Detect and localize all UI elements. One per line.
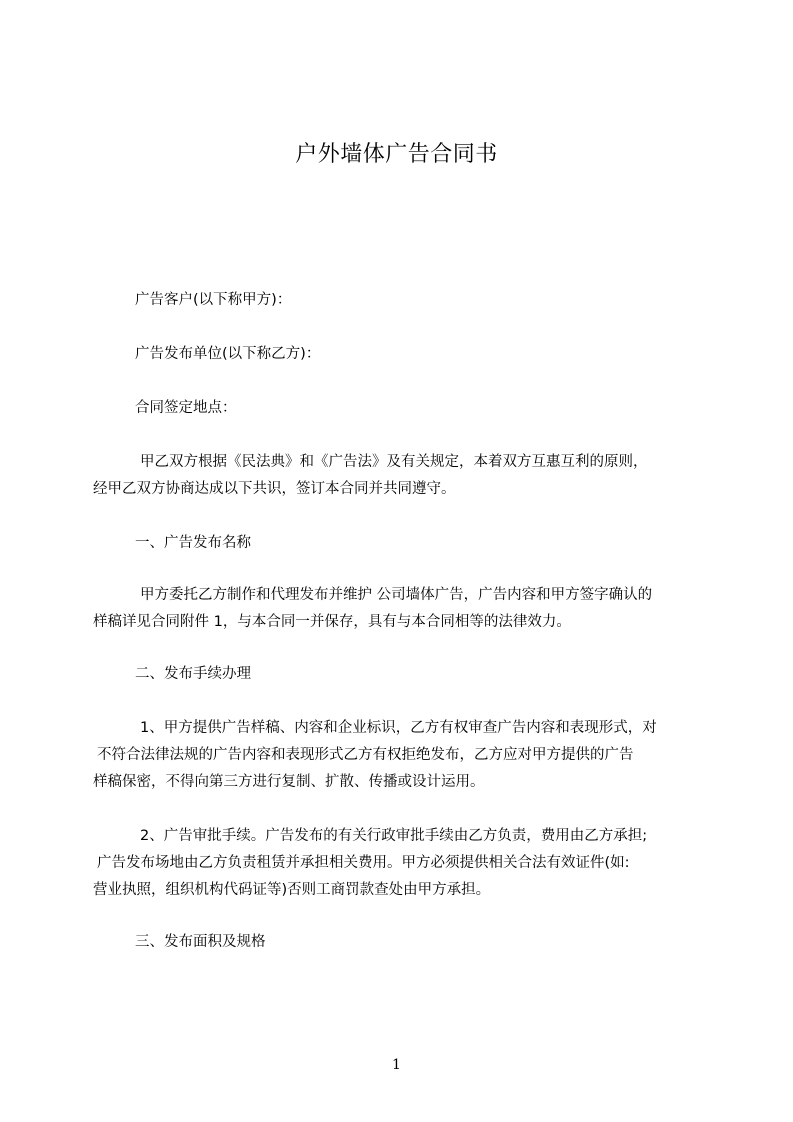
paragraph-line: 广告发布场地由乙方负责租赁并承担相关费用。甲方必须提供相关合法有效证件(如: (97, 855, 630, 871)
party-b-field: 广告发布单位(以下称乙方)： (135, 346, 321, 362)
paragraph-line: 样稿保密，不得向第三方进行复制、扩散、传播或设计运用。 (93, 774, 485, 790)
document-title: 户外墙体广告合同书 (295, 142, 498, 167)
paragraph-line: 甲方委托乙方制作和代理发布并维护 公司墙体广告，广告内容和甲方签字确认的 (140, 587, 653, 603)
party-a-field: 广告客户(以下称甲方)： (135, 292, 292, 308)
paragraph-line: 不符合法律法规的广告内容和表现形式乙方有权拒绝发布，乙方应对甲方提供的广告 (97, 747, 634, 763)
paragraph-line: 营业执照，组织机构代码证等)否则工商罚款查处由甲方承担。 (93, 882, 491, 898)
paragraph-line: 样稿详见合同附件 1，与本合同一并保存，具有与本合同相等的法律效力。 (93, 614, 571, 630)
intro-line: 甲乙双方根据《民法典》和《广告法》及有关规定，本着双方互惠互利的原则， (140, 454, 648, 470)
sign-place-field: 合同签定地点： (135, 400, 237, 416)
paragraph-line: 2、广告审批手续。广告发布的有关行政审批手续由乙方负责，费用由乙方承担; (140, 828, 648, 844)
intro-line: 经甲乙双方协商达成以下共识，签订本合同并共同遵守。 (93, 481, 456, 497)
paragraph-line: 1、甲方提供广告样稿、内容和企业标识，乙方有权审查广告内容和表现形式，对 (140, 720, 657, 736)
page-number: 1 (392, 1057, 401, 1073)
section-heading: 三、发布面积及规格 (135, 934, 266, 950)
section-heading: 二、发布手续办理 (135, 666, 251, 682)
section-heading: 一、广告发布名称 (135, 535, 251, 551)
